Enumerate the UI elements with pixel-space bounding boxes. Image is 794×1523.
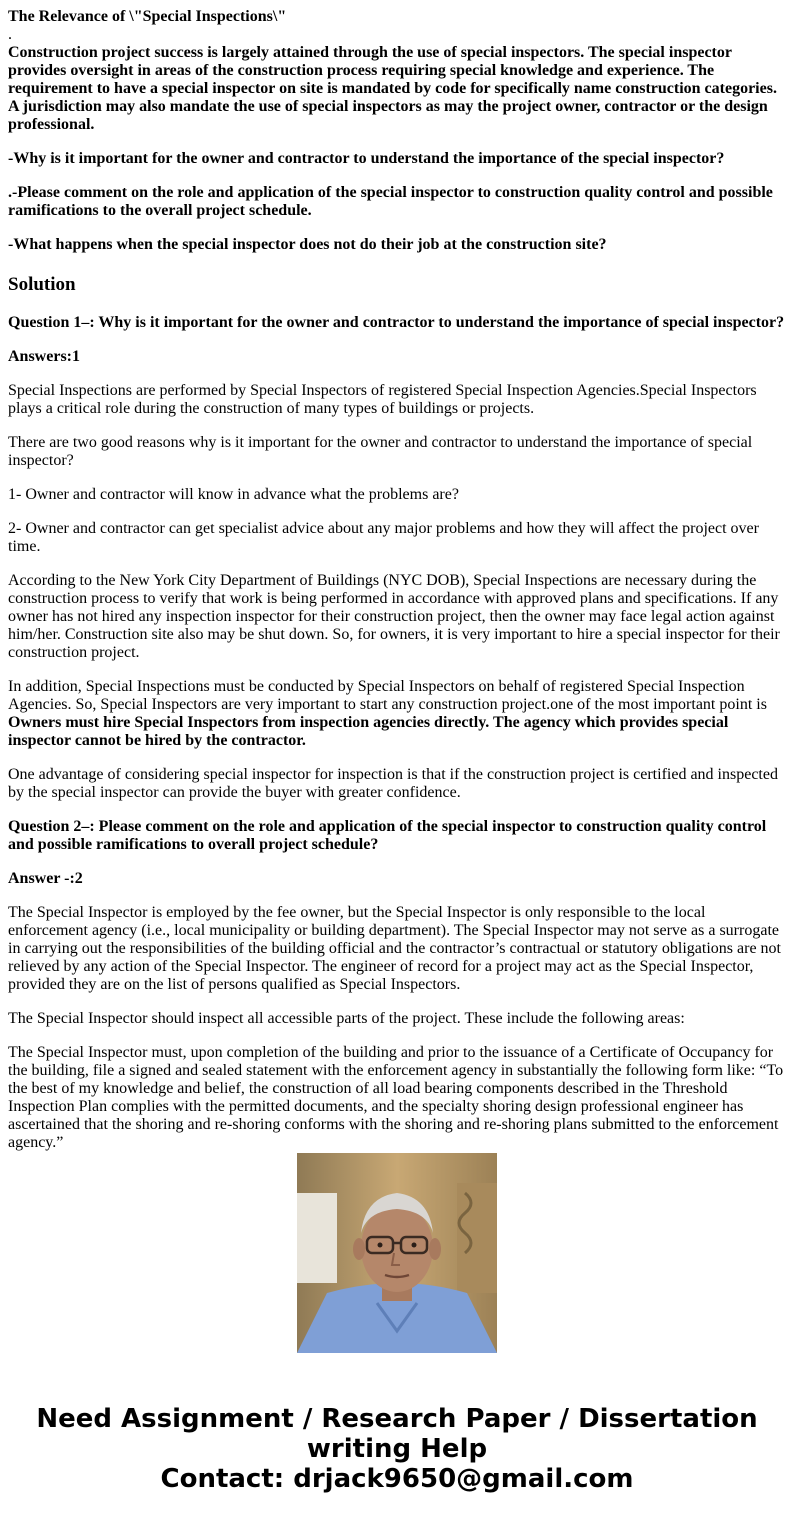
q1-title: Question 1–: Why is it important for the owner and contractor to understand the importance of special inspector? bbox=[8, 314, 785, 331]
article-content bbox=[8, 0, 786, 1151]
q1-paragraph-1: Special Inspections are performed by Special Inspectors of registered Special Inspection Agencies.Special Inspectors plays a critical role during the construction of many types of buildings or projects. bbox=[8, 382, 757, 417]
footer-line-2: writing Help bbox=[306, 1434, 488, 1464]
q2-paragraph-2: The Special Inspector should inspect all accessible parts of the project. These include the following areas: bbox=[8, 1010, 685, 1027]
q2-paragraph-1: The Special Inspector is employed by the fee owner, but the Special Inspector is only responsible to the local enforcement agency (i.e., local municipality or building department). The Special Inspector may not serve as a surrogate in carrying out the responsibilities of the building official and the contractor’s contractual or statutory obligations are not relieved by any action of the Special Inspector. The engineer of record for a project may act as the Special Inspector, provided they are on the list of persons qualified as Special Inspectors. bbox=[8, 904, 781, 993]
q2-answer-label: Answer -:2 bbox=[8, 870, 83, 887]
question-intro: Construction project success is largely attained through the use of special inspectors. The special inspector provides oversight in areas of the construction process requiring special knowledge and experience. The requirement to have a special inspector on site is mandated by code for specifically name construction categories. A jurisdiction may also mandate the use of special inspectors as may the project owner, contractor or the design professional. bbox=[8, 44, 777, 133]
question-title: The Relevance of \"Special Inspections\" bbox=[8, 8, 287, 25]
question-item-3: -What happens when the special inspector does not do their job at the construction site? bbox=[8, 236, 607, 253]
solution-heading: Solution bbox=[8, 274, 76, 295]
q1-paragraph-7: One advantage of considering special inspector for inspection is that if the construction project is certified and inspected by the special inspector can provide the buyer with greater confidence. bbox=[8, 766, 778, 801]
q2-title: Question 2–: Please comment on the role and application of the special inspector to construction quality control and possible ramifications to overall project schedule? bbox=[8, 818, 767, 853]
q1-paragraph-4: 2- Owner and contractor can get specialist advice about any major problems and how they will affect the project over time. bbox=[8, 520, 759, 555]
q1-paragraph-6 bbox=[8, 678, 786, 750]
q1-paragraph-6-emphasis: Owners must hire Special Inspectors from inspection agencies directly. The agency which provides special inspector cannot be hired by the contractor. bbox=[8, 714, 729, 749]
author-photo-icon bbox=[297, 1153, 497, 1353]
footer-line-1: Need Assignment / Research Paper / Dissertation bbox=[36, 1404, 758, 1434]
q1-answer-label: Answers:1 bbox=[8, 348, 80, 365]
question-item-2: .-Please comment on the role and application of the special inspector to construction quality control and possible ramifications to the overall project schedule. bbox=[8, 184, 773, 219]
footer-banner bbox=[0, 1404, 794, 1494]
question-dot: . bbox=[8, 26, 12, 43]
footer-contact: Contact: drjack9650@gmail.com bbox=[160, 1464, 634, 1494]
q1-paragraph-5: According to the New York City Department of Buildings (NYC DOB), Special Inspections are necessary during the construction process to verify that work is being performed in accordance with approved plans and specifications. If any owner has not hired any inspection inspector for their construction project, then the owner may face legal action against him/her. Construction site also may be shut down. So, for owners, it is very important to hire a special inspector for their construction project. bbox=[8, 572, 780, 661]
author-avatar bbox=[297, 1153, 497, 1353]
q1-paragraph-6-text: In addition, Special Inspections must be conducted by Special Inspectors on behalf of registered Special Inspection Agencies. So, Special Inspectors are very important to start any construction project.one of the most important point is bbox=[8, 678, 767, 713]
q1-paragraph-2: There are two good reasons why is it important for the owner and contractor to understand the importance of special inspector? bbox=[8, 434, 753, 469]
question-item-1: -Why is it important for the owner and contractor to understand the importance of the special inspector? bbox=[8, 150, 725, 167]
q1-paragraph-3: 1- Owner and contractor will know in advance what the problems are? bbox=[8, 486, 459, 503]
q2-paragraph-3: The Special Inspector must, upon completion of the building and prior to the issuance of a Certificate of Occupancy for the building, file a signed and sealed statement with the enforcement agency in substantially the following form like: “To the best of my knowledge and belief, the construction of all load bearing components described in the Threshold Inspection Plan complies with the permitted documents, and the specialty shoring design professional engineer has ascertained that the shoring and re-shoring conforms with the shoring and re-shoring plans submitted to the enforcement agency.” bbox=[8, 1044, 784, 1151]
